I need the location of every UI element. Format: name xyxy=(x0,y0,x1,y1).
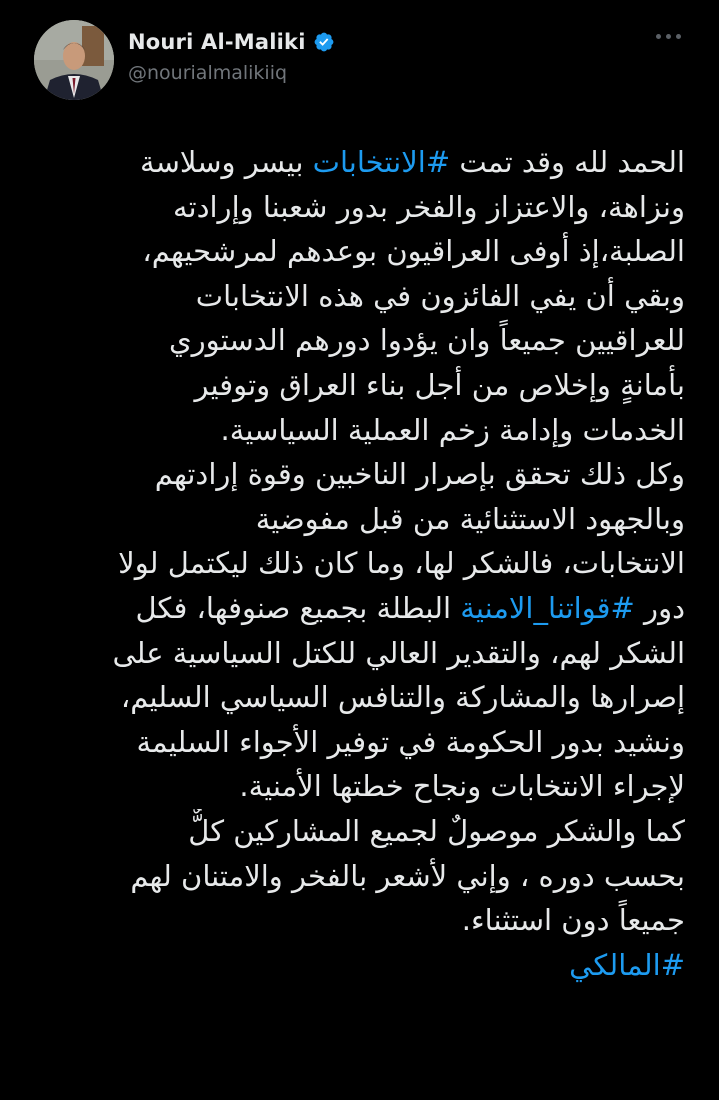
tweet-line xyxy=(40,185,685,230)
tweet-text-segment: دور xyxy=(634,590,685,625)
tweet-text-segment: الخدمات وإدامة زخم العملية السياسية. xyxy=(220,412,685,447)
tweet-header xyxy=(0,0,719,120)
tweet-text-segment: وبقي أن يفي الفائزون في هذه الانتخابات xyxy=(195,278,685,313)
hashtag-link[interactable]: #الانتخابات xyxy=(312,145,451,179)
author-handle[interactable]: @nourialmalikiiq xyxy=(128,62,288,84)
tweet-text-segment: كما والشكر موصولٌ لجميع المشاركين كلٌّ xyxy=(188,813,685,848)
tweet-text-segment: وكل ذلك تحقق بإصرار الناخبين وقوة إرادتهم xyxy=(154,457,685,492)
tweet-line xyxy=(40,720,685,765)
avatar[interactable] xyxy=(34,20,114,100)
tweet-text-segment: للعراقيين جميعاً وان يؤدوا دورهم الدستوري xyxy=(168,323,685,358)
tweet-line xyxy=(40,764,685,809)
tweet-text-segment: وبالجهود الاستثنائية من قبل مفوضية xyxy=(255,501,685,536)
tweet-text-segment: جميعاً دون استثناء. xyxy=(461,903,685,938)
tweet-text-segment: الصلبة،إذ أوفى العراقيون بوعدهم لمرشحيهم، xyxy=(142,234,685,269)
tweet-text-segment: بحسب دوره ، وإني لأشعر بالفخر والامتنان لهم xyxy=(130,858,685,893)
tweet-text-segment: إصرارها والمشاركة والتنافس السياسي السليم، xyxy=(120,680,685,715)
tweet-line xyxy=(40,854,685,899)
tweet-line xyxy=(40,586,685,631)
tweet-line xyxy=(40,809,685,854)
tweet-line xyxy=(40,541,685,586)
tweet-line xyxy=(40,943,685,988)
tweet-text-segment: بيسر وسلاسة xyxy=(140,145,313,179)
tweet-text-segment: الحمد لله وقد تمت xyxy=(450,145,685,179)
tweet-line xyxy=(40,631,685,676)
author-name[interactable]: Nouri Al-Maliki xyxy=(128,30,306,54)
tweet-text-segment: ونشيد بدور الحكومة في توفير الأجواء السليمة xyxy=(136,724,685,759)
verified-badge-icon xyxy=(313,31,335,53)
tweet-line xyxy=(40,452,685,497)
tweet-line xyxy=(40,675,685,720)
tweet-line xyxy=(40,229,685,274)
tweet-text-segment: ونزاهة، والاعتزاز والفخر بدور شعبنا وإرادته xyxy=(172,189,685,224)
tweet-line xyxy=(40,408,685,453)
tweet-line xyxy=(40,898,685,943)
hashtag-link[interactable]: #المالكي xyxy=(569,947,685,982)
tweet-text-segment: الشكر لهم، والتقدير العالي للكتل السياسية على xyxy=(112,635,685,670)
more-options-icon[interactable] xyxy=(656,34,681,39)
hashtag-link[interactable]: #قواتنا_الامنية xyxy=(460,590,635,625)
tweet-line xyxy=(40,497,685,542)
tweet-text-segment: البطلة بجميع صنوفها، فكل xyxy=(135,590,461,625)
tweet-line xyxy=(40,318,685,363)
tweet-text xyxy=(40,140,685,987)
tweet-line xyxy=(40,140,685,185)
tweet-line xyxy=(40,274,685,319)
tweet-line xyxy=(40,363,685,408)
tweet-text-segment: الانتخابات، فالشكر لها، وما كان ذلك ليكتمل لولا xyxy=(118,546,685,581)
tweet-text-segment: لإجراء الانتخابات ونجاح خطتها الأمنية. xyxy=(239,769,685,804)
tweet-text-segment: بأمانةٍ وإخلاص من أجل بناء العراق وتوفير xyxy=(194,367,685,402)
